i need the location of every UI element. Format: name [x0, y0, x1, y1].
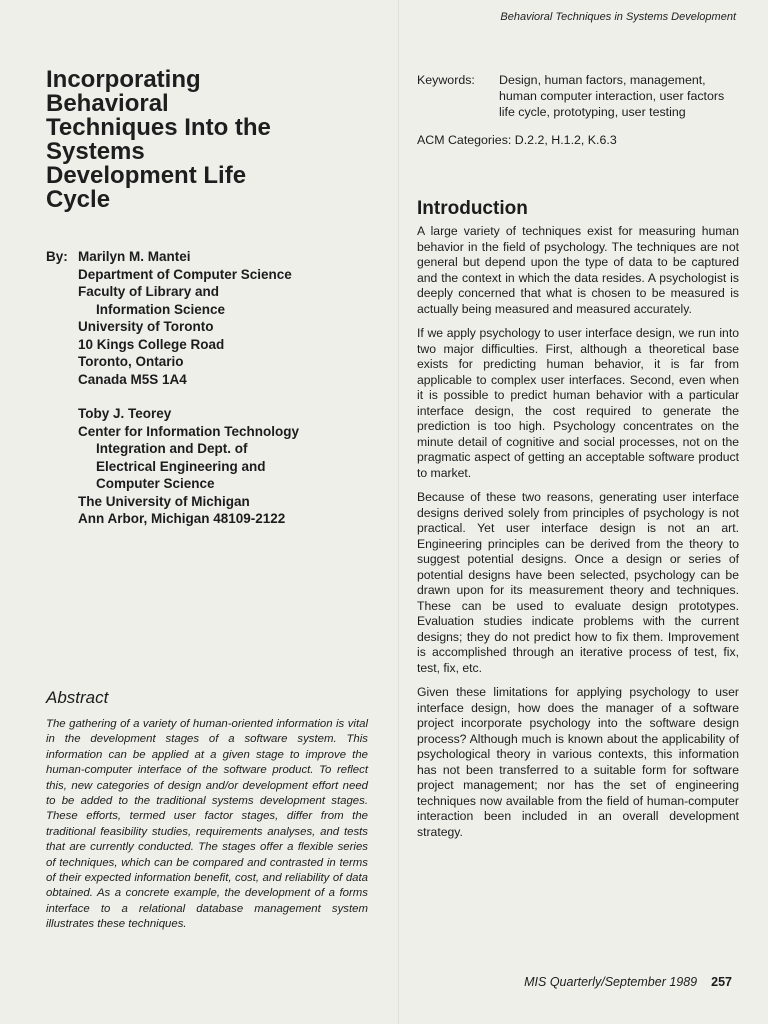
title-line: Techniques Into the [46, 114, 271, 141]
affiliation-line: Information Science [96, 301, 226, 317]
keywords-block [417, 72, 739, 120]
right-column [417, 72, 739, 839]
affiliation-line: Faculty of Library and [78, 284, 220, 299]
page-number: 257 [711, 975, 732, 989]
introduction-body [417, 224, 739, 849]
author-name-line [46, 248, 366, 266]
acm-categories: ACM Categories: D.2.2, H.1.2, K.6.3 [417, 133, 617, 147]
affiliation-line: University of Toronto [78, 319, 214, 334]
author-spacer [46, 388, 366, 405]
page-footer [524, 975, 732, 989]
article-title [46, 68, 366, 212]
keywords-label: Keywords: [417, 73, 475, 87]
title-line: Systems [46, 138, 145, 165]
author-name: Toby J. Teorey [78, 406, 172, 421]
by-label: By: [46, 249, 68, 264]
title-line: Development Life [46, 162, 247, 189]
abstract-heading: Abstract [46, 688, 109, 707]
body-paragraph: Given these limitations for applying psychology to user interface design, how does the manager of a software project incorporate psychology into the software design process? Although much is known about the applicability of psychological theory in various contexts, this information has not been transferred to a suitable form for software project management; nor has the set of engineering techniques now available from the field of human-computer interaction been included in an overall development strategy. [417, 685, 739, 839]
introduction-heading: Introduction [417, 198, 528, 219]
affiliation-line: Integration and Dept. of [96, 441, 248, 456]
affiliation-line: Canada M5S 1A4 [78, 371, 187, 387]
affiliation-line: Electrical Engineering and [96, 458, 266, 474]
running-head: Behavioral Techniques in Systems Development [500, 11, 736, 23]
author-name: Marilyn M. Mantei [78, 249, 191, 264]
body-paragraph: If we apply psychology to user interface design, we run into two major difficulties. First, although a theoretical base exists for predicting human behavior, it is far from applicable to complex user interfaces. Second, even when it is possible to predict human behavior with a particular interface design, the cost required to generate the prediction is too high. Psychology concentrates on the minute detail of cognitive and social processes, not on the pragmatic aspect of getting an acceptable software product to market. [417, 326, 739, 480]
left-column [46, 66, 368, 931]
affiliation-line: Department of Computer Science [78, 266, 292, 282]
affiliation-line: The University of Michigan [78, 493, 250, 509]
affiliation-line: Toronto, Ontario [78, 354, 184, 369]
abstract-text: The gathering of a variety of human-oriented information is vital in the development stages of a software system. This information can be applied at a given stage to improve the human-computer interface of the software product. To reflect this, new categories of design and/or development effort need to be added to the traditional systems development stages. These efforts, termed user factor stages, differ from the traditional feasibility studies, requirements analyses, and tests that are currently conducted. The stages offer a flexible series of techniques, which can be compared and contrasted in terms of their expected information benefit, cost, and reliability of data obtained. As a concrete example, the development of a forms interface to a relational database management system illustrates these techniques. [46, 718, 368, 931]
body-paragraph: A large variety of techniques exist for measuring human behavior in the field of psychology. The techniques are not general but depend upon the type of data to be captured and the context in which the data resides. A psychologist is deeply concerned that what is chosen to be measured is actually being measured and measured accurately. [417, 224, 739, 316]
title-line: Behavioral [46, 90, 169, 117]
author-block [46, 248, 366, 528]
column-divider [398, 0, 399, 1024]
journal-citation: MIS Quarterly/September 1989 [524, 975, 698, 989]
title-line: Incorporating [46, 66, 201, 93]
body-paragraph: Because of these two reasons, generating user interface designs derived solely from principles of psychology is not practical. Yet user interface design is not an art. Engineering principles can be derived from the theory to suggest potential designs. Once a design or series of potential designs have been selected, psychology can be drawn upon for its measurement theory and techniques. These can be used to evaluate design prototypes. Evaluation studies indicate problems with the current designs; they do not predict how to fix them. Improvement is accomplished through an iterative process of test, fix, test, fix, etc. [417, 490, 739, 675]
keywords-value: Design, human factors, management, human computer interaction, user factors life cycle, prototyping, user testing [499, 73, 725, 119]
affiliation-line: 10 Kings College Road [78, 336, 225, 352]
affiliation-line: Center for Information Technology [78, 423, 300, 439]
title-line: Cycle [46, 186, 111, 213]
affiliation-line: Ann Arbor, Michigan 48109-2122 [78, 511, 286, 526]
affiliation-line: Computer Science [96, 476, 215, 491]
